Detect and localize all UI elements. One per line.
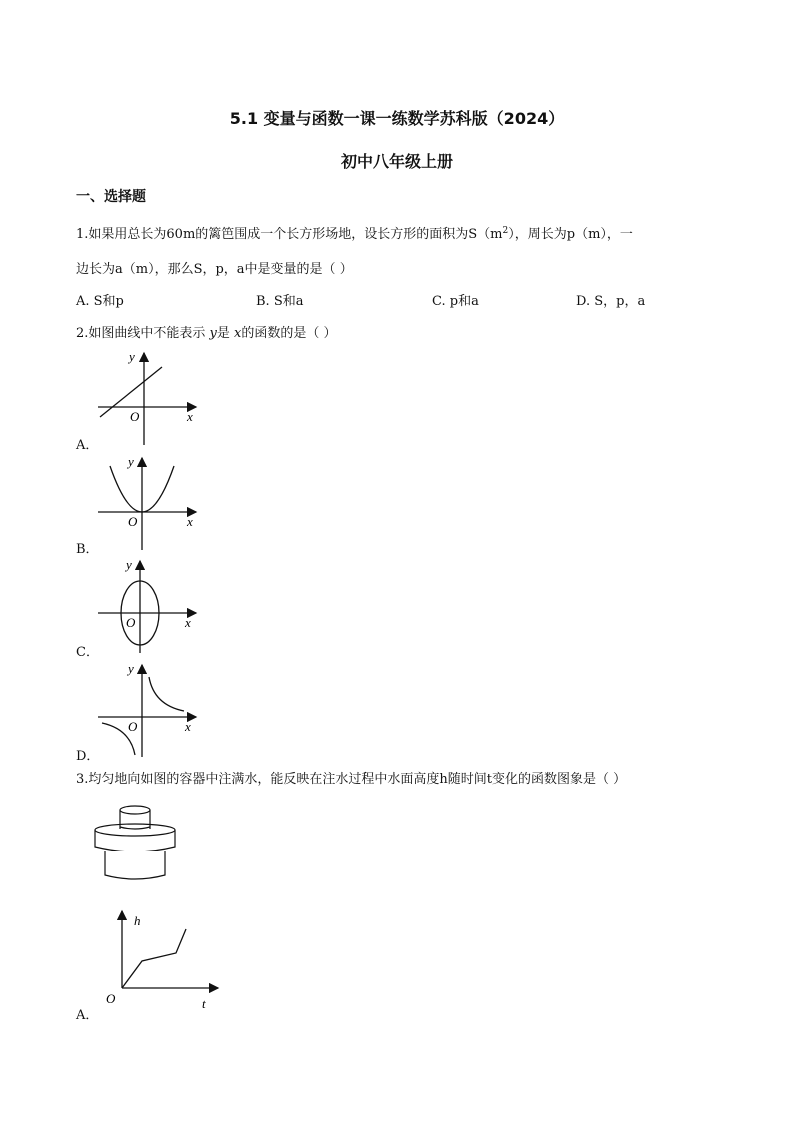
y-axis-label: y [128, 454, 134, 469]
page-title: 5.1 变量与函数一课一练数学苏科版（2024） [229, 109, 565, 128]
q2-stem [76, 322, 337, 341]
t-axis-label: t [202, 996, 206, 1011]
q1-option-a: A. S和p [76, 294, 124, 309]
q1-text-a: 1.如果用总长为60m的篱笆围成一个长方形场地，设长方形的面积为S（m [76, 227, 503, 242]
bottom-cylinder-body [105, 851, 165, 879]
q3-a-polyline [122, 929, 186, 988]
q1-line-1 [76, 223, 633, 242]
top-cylinder-top [120, 806, 150, 814]
q1-option-b: B. S和a [256, 294, 304, 309]
h-axis-label: h [134, 913, 141, 928]
q2-graph-b [92, 450, 212, 555]
page-subtitle: 初中八年级上册 [340, 152, 453, 171]
q2-stem-x: x [234, 326, 242, 341]
q3-stem: 3.均匀地向如图的容器中注满水，能反映在注水过程中水面高度h随时间t变化的函数图象是（ ） [76, 772, 627, 787]
q1-option-c: C. p和a [432, 294, 479, 309]
section-heading: 一、选择题 [76, 189, 146, 205]
q1-text-b: ），周长为p（m），一 [508, 227, 633, 242]
x-axis-label: x [185, 615, 191, 630]
x-axis-label: x [187, 409, 193, 424]
q2-stem-y: y [209, 326, 217, 341]
q2-label-b: B． [76, 542, 99, 557]
origin-label: O [126, 615, 136, 630]
q2-label-c: C． [76, 645, 99, 660]
curve-hyperbola-right [149, 677, 184, 711]
q2-graph-c [92, 553, 212, 658]
middle-cylinder-top [95, 824, 175, 836]
q2-graph-a [92, 345, 212, 450]
q3-label-a: A． [76, 1008, 99, 1023]
x-axis-label: x [187, 514, 193, 529]
q1-line-2: 边长为a（m），那么S，p，a中是变量的是（ ） [76, 262, 353, 277]
x-axis-label: x [185, 719, 191, 734]
q2-label-d: D． [76, 749, 100, 764]
y-axis-label: y [126, 557, 132, 572]
q3-container-figure [90, 800, 200, 885]
q2-stem-b: 是 [216, 326, 235, 341]
q2-label-a: A． [76, 438, 99, 453]
q2-graph-d [92, 657, 212, 762]
q1-superscript: 2 [502, 226, 509, 236]
origin-label: O [130, 409, 140, 424]
q3-graph-a [100, 905, 225, 1015]
q1-option-d: D. S，p，a [576, 294, 646, 309]
q2-stem-a: 2.如图曲线中不能表示 [76, 326, 210, 341]
q2-stem-c: 的函数的是（ ） [241, 326, 337, 341]
y-axis-label: y [129, 349, 135, 364]
origin-label: O [128, 514, 138, 529]
y-axis-label: y [128, 661, 134, 676]
origin-label: O [106, 991, 116, 1006]
origin-label: O [128, 719, 138, 734]
